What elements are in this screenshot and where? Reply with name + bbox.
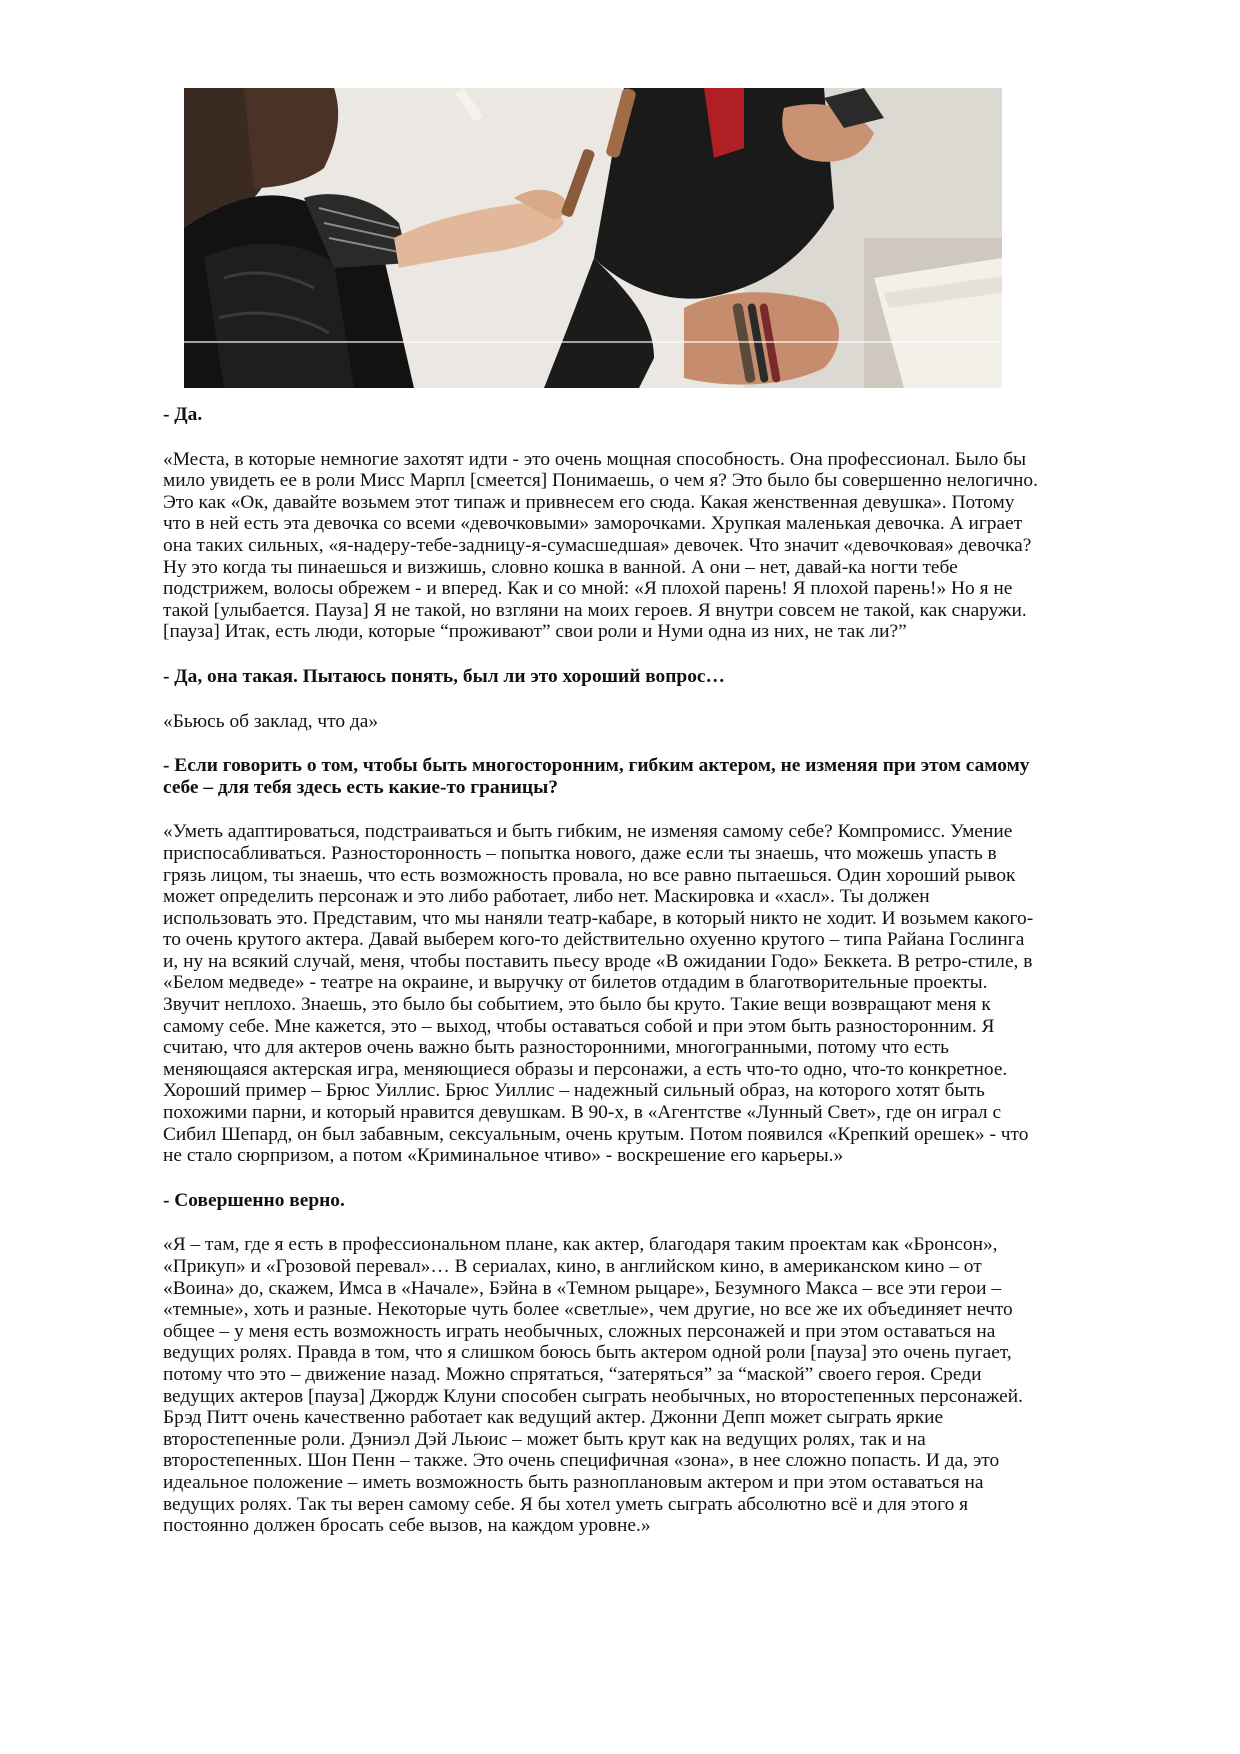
interview-answer: «Бьюсь об заклад, что да» [163, 710, 379, 732]
interview-answer: «Я – там, где я есть в профессиональном плане, как актер, благодаря таким проектам как «Бронсон», «Прикуп» и «Грозовой перевал»… В сериалах, кино, в английском кино, в американском кино – от «Воина» до, скажем, Имса в «Начале», Бэйна в «Темном рыцаре», Безумного Макса – все эти герои – «темные», хоть и разные. Некоторые чуть более «светлые», чем другие, но все же их объединяет нечто общее – у меня есть возможность играть необычных, сложных персонажей и при этом оставаться на ведущих ролях. Правда в том, что я слишком боюсь быть актером одной роли [пауза] это очень пугает, потому что это – движение назад. Можно спрятаться, “затеряться” за “маской” своего героя. Среди ведущих актеров [пауза] Джордж Клуни способен сыграть необычных, но второстепенных персонажей. Брэд Питт очень качественно работает как ведущий актер. Джонни Депп может сыграть яркие второстепенные роли. Дэниэл Дэй Льюис – может быть крут как на ведущих ролях, так и на второстепенных. Шон Пенн – также. Это очень специфичная «зона», в нее сложно попасть. И да, это идеальное положение – иметь возможность быть разноплановым актером и при этом оставаться на ведущих ролях. Так ты верен самому себе. Я бы хотел уметь сыграть абсолютно всё и для этого я постоянно должен бросать себе вызов, на каждом уровне.» [163, 1234, 1023, 1537]
interview-answer: «Уметь адаптироваться, подстраиваться и быть гибким, не изменяя самому себе? Компромисс. Умение приспосабливаться. Разносторонность – попытка нового, даже если ты знаешь, что можешь упасть в грязь лицом, ты знаешь, что есть возможность провала, но все равно пытаешься. Один хороший рывок может определить персонаж и это либо работает, либо нет. Маскировка и «хасл». Ты должен использовать это. Представим, что мы наняли театр-кабаре, в который никто не ходит. И возьмем какого-то очень крутого актера. Давай выберем кого-то действительно охуенно крутого – типа Райана Гослинга и, ну на всякий случай, меня, чтобы поставить пьесу вроде «В ожидании Годо» Беккета. В ретро-стиле, в «Белом медведе» - театре на окраине, и выручку от билетов отдадим в благотворительные проекты. Звучит неплохо. Знаешь, это было бы событием, это было бы круто. Такие вещи возвращают меня к самому себе. Мне кажется, это – выход, чтобы оставаться собой и при этом быть разносторонним. Я считаю, что для актеров очень важно быть разносторонними, многогранными, потому что есть меняющаяся актерская игра, меняющиеся образы и персонажи, а есть что-то одно, что-то конкретное. Хороший пример – Брюс Уиллис. Брюс Уиллис – надежный сильный образ, на которого хотят быть похожими парни, и который нравится девушкам. В 90-х, в «Агентстве «Лунный Свет», где он играл с Сибил Шепард, он был забавным, сексуальным, очень крутым. Потом появился «Крепкий орешек» - что не стало сюрпризом, а потом «Криминальное чтиво» - воскрешение его карьеры.» [163, 821, 1034, 1167]
interview-question: - Совершенно верно. [163, 1189, 345, 1211]
interview-question: - Если говорить о том, чтобы быть многосторонним, гибким актером, не изменяя при этом самому себе – для тебя здесь есть какие-то границы? [163, 755, 1030, 798]
interview-question: - Да, она такая. Пытаюсь понять, был ли это хороший вопрос… [163, 665, 725, 687]
article-body [163, 404, 1041, 1537]
photo [184, 88, 1002, 388]
interview-question: - Да. [163, 404, 203, 425]
photo-illustration [184, 88, 1002, 388]
interview-answer: «Места, в которые немногие захотят идти - это очень мощная способность. Она профессионал. Было бы мило увидеть ее в роли Мисс Марпл [смеется] Понимаешь, о чем я? Это было бы совершенно нелогично. Это как «Ок, давайте возьмем этот типаж и привнесем его сюда. Какая женственная девушка». Потому что в ней есть эта девочка со всеми «девочковыми» заморочками. Хрупкая маленькая девочка. А играет она таких сильных, «я-надеру-тебе-задницу-я-сумасшедшая» девочек. Что значит «девочковая» девочка? Ну это когда ты пинаешься и визжишь, словно кошка в ванной. А они – нет, давай-ка ногти тебе подстрижем, волосы обрежем - и вперед. Как и со мной: «Я плохой парень! Я плохой парень!» Но я не такой [улыбается. Пауза] Я не такой, но взгляни на моих героев. Я внутри совсем не такой, как снаружи. [пауза] Итак, есть люди, которые “проживают” свои роли и Нуми одна из них, не так ли?” [163, 448, 1038, 643]
